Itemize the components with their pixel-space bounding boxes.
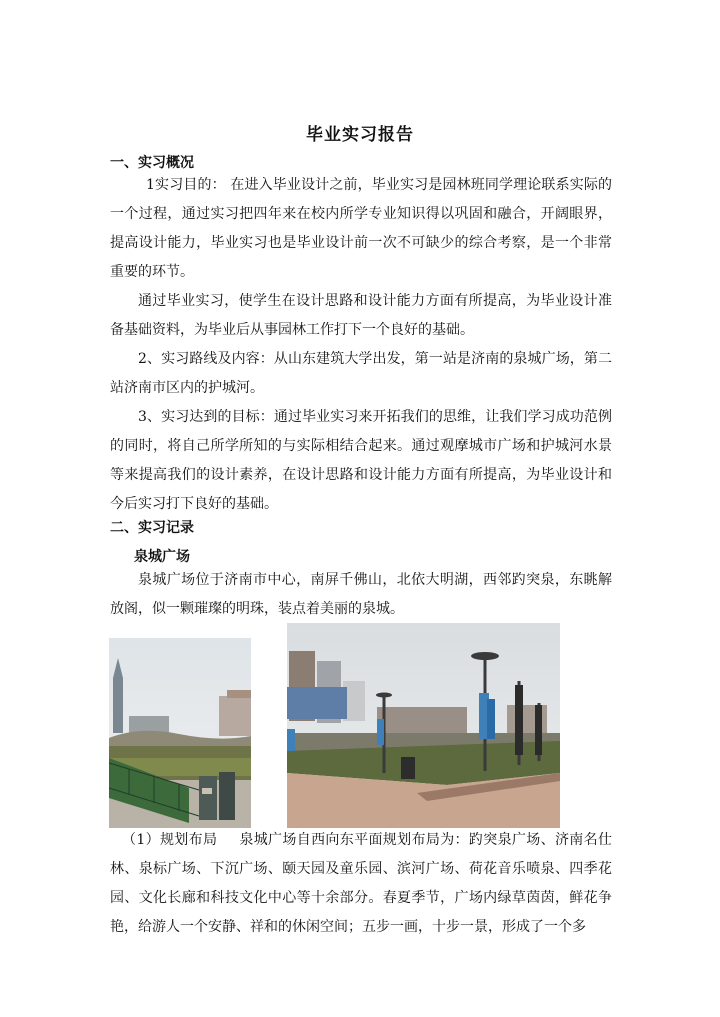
- paragraph-goal: 通过毕业实习，使学生在设计思路和设计能力方面有所提高，为毕业设计准备基础资料，为毕业后从事园林工作打下一个良好的基础。: [110, 293, 612, 338]
- subheading-quancheng-square: 泉城广场: [134, 549, 190, 565]
- layout-label: （1）规划布局: [122, 832, 218, 848]
- layout-text: 泉城广场自西向东平面规划布局为：趵突泉广场、济南名仕林、泉标广场、下沉广场、颐天园及童乐园、滨河广场、荷花音乐喷泉、四季花园、文化长廊和科技文化中心等十余部分。春夏季节，广场内绿草茵茵，鲜花争艳，给游人一个安静、祥和的休闲空间；五步一画，十步一景，形成了一个多: [110, 832, 612, 935]
- section-heading-record: 二、实习记录: [110, 520, 194, 536]
- paragraph-purpose: 1实习目的： 在进入毕业设计之前，毕业实习是园林班同学理论联系实际的一个过程，通过实习把四年来在校内所学专业知识得以巩固和融合，开阔眼界，提高设计能力，毕业实习也是毕业设计前一次不可缺少的综合考察，是一个非常重要的环节。: [110, 177, 612, 280]
- paragraph-square-intro: 泉城广场位于济南市中心，南屏千佛山，北依大明湖，西邻趵突泉，东眺解放阁，似一颗璀璨的明珠，装点着美丽的泉城。: [110, 572, 612, 617]
- paragraph-route: 2、实习路线及内容：从山东建筑大学出发，第一站是济南的泉城广场，第二站济南市区内的护城河。: [110, 351, 612, 396]
- page-title: 毕业实习报告: [306, 125, 414, 145]
- photo-square-lawn: [109, 638, 251, 828]
- paragraph-layout: [110, 826, 612, 942]
- section-heading-overview: 一、实习概况: [110, 155, 194, 171]
- photo-square-plaza: [287, 623, 560, 828]
- paragraph-target: 3、实习达到的目标：通过毕业实习来开拓我们的思维，让我们学习成功范例的同时，将自己所学所知的与实际相结合起来。通过观摩城市广场和护城河水景等来提高我们的设计素养，在设计思路和设计能力方面有所提高，为毕业设计和今后实习打下良好的基础。: [110, 409, 612, 512]
